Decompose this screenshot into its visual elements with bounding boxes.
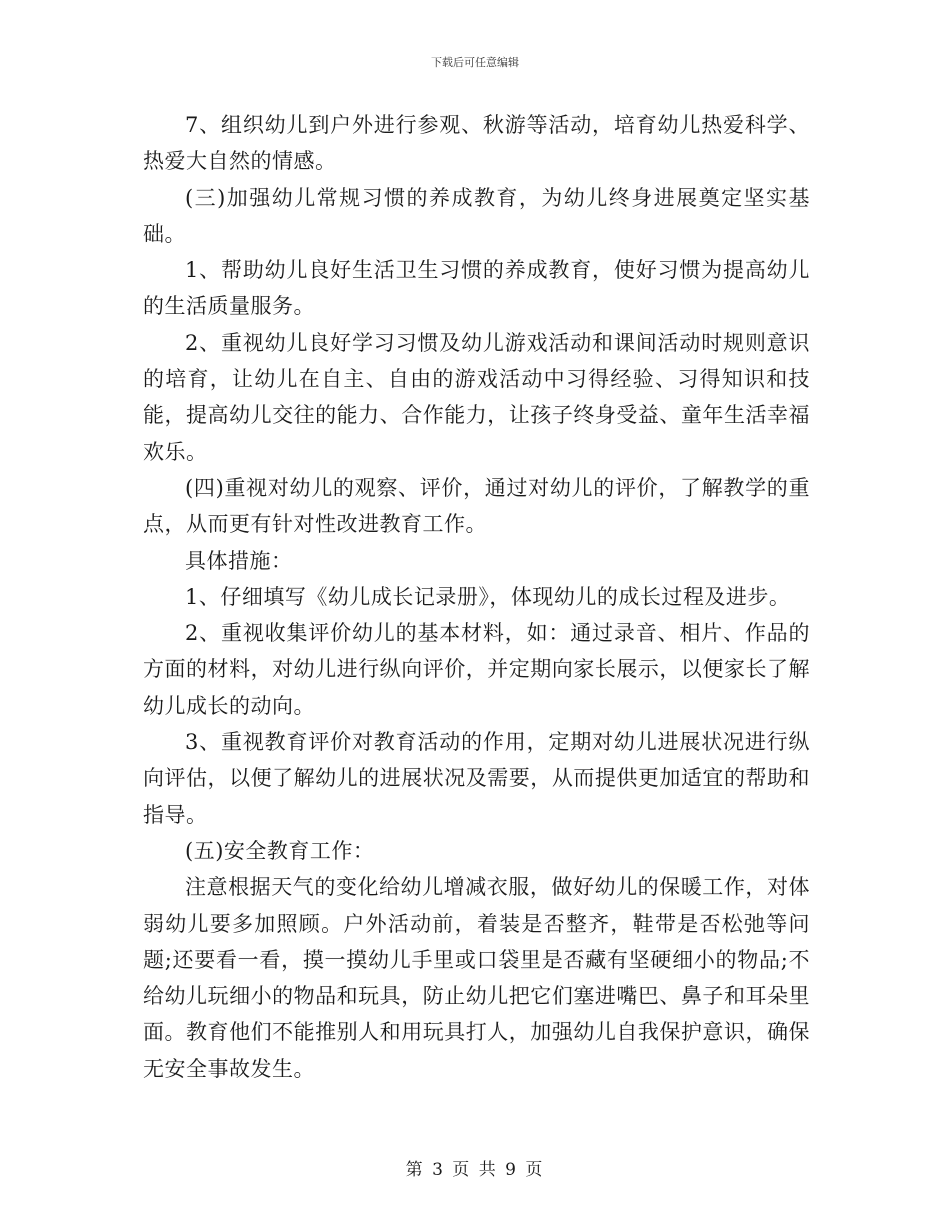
paragraph: 2、重视幼儿良好学习习惯及幼儿游戏活动和课间活动时规则意识的培育，让幼儿在自主、自由的游戏活动中习得经验、习得知识和技能，提高幼儿交往的能力、合作能力，让孩子终身受益、童年生活幸福欢乐。 (143, 330, 810, 464)
section-heading: (三)加强幼儿常规习惯的养成教育，为幼儿终身进展奠定坚实基础。 (143, 185, 810, 246)
section-heading: (四)重视对幼儿的观察、评价，通过对幼儿的评价，了解教学的重点，从而更有针对性改进教育工作。 (143, 475, 810, 537)
subheading: 具体措施： (185, 548, 293, 573)
page-number-footer: 第 3 页 共 9 页 (405, 1160, 545, 1180)
paragraph: 3、重视教育评价对教育活动的作用，定期对幼儿进展状况进行纵向评估，以便了解幼儿的进展状况及需要，从而提供更加适宜的帮助和指导。 (143, 730, 810, 827)
document-body (143, 107, 810, 1087)
page-header-note: 下载后可任意编辑 (431, 56, 519, 69)
paragraph: 1、仔细填写《幼儿成长记录册》，体现幼儿的成长过程及进步。 (185, 584, 791, 609)
paragraph: 2、重视收集评价幼儿的基本材料，如：通过录音、相片、作品的方面的材料，对幼儿进行纵向评价，并定期向家长展示，以便家长了解幼儿成长的动向。 (143, 621, 810, 718)
section-heading: (五)安全教育工作： (185, 838, 375, 863)
paragraph: 注意根据天气的变化给幼儿增减衣服，做好幼儿的保暖工作，对体弱幼儿要多加照顾。户外活动前，着装是否整齐，鞋带是否松弛等问题;还要看一看，摸一摸幼儿手里或口袋里是否藏有坚硬细小的物品;不给幼儿玩细小的物品和玩具，防止幼儿把它们塞进嘴巴、鼻子和耳朵里面。教育他们不能推别人和用玩具打人，加强幼儿自我保护意识，确保无安全事故发生。 (143, 875, 810, 1081)
paragraph: 7、组织幼儿到户外进行参观、秋游等活动，培育幼儿热爱科学、热爱大自然的情感。 (143, 113, 810, 174)
paragraph: 1、帮助幼儿良好生活卫生习惯的养成教育，使好习惯为提高幼儿的生活质量服务。 (143, 258, 810, 319)
